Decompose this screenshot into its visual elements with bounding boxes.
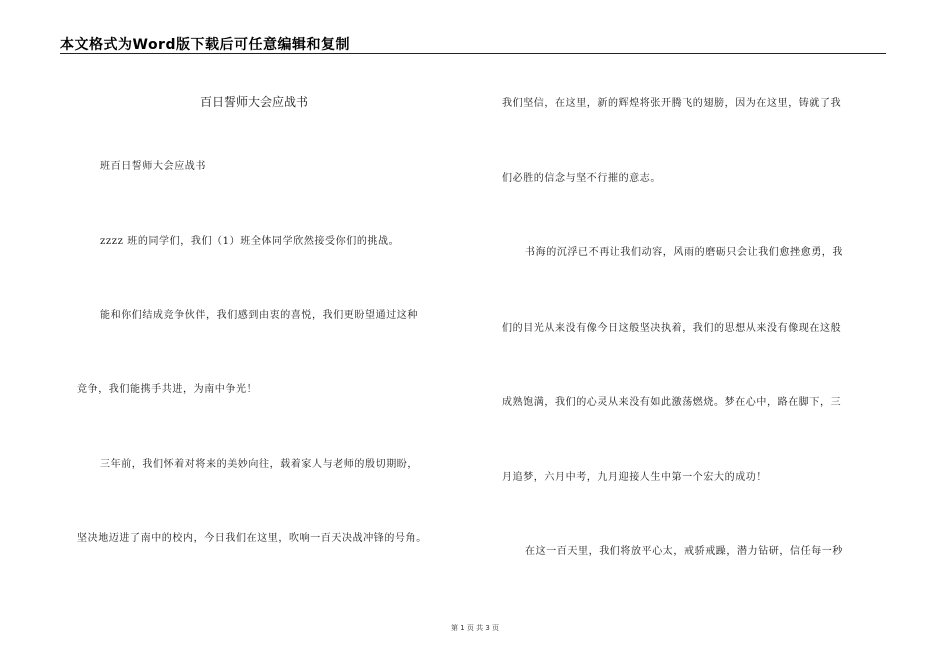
document-title: 百日誓师大会应战书 <box>200 95 309 109</box>
text-line: 们必胜的信念与坚不行摧的意志。 <box>502 173 661 184</box>
text-line: 们的目光从来没有像今日这般坚决执着，我们的思想从来没有像现在这般 <box>502 323 842 334</box>
text-line: 能和你们结成竞争伙伴，我们感到由衷的喜悦，我们更盼望通过这种 <box>100 310 418 321</box>
text-line: 我们坚信，在这里，新的辉煌将张开腾飞的翅膀，因为在这里，铸就了我 <box>502 98 842 109</box>
text-line: 月追梦，六月中考，九月迎接人生中第一个宏大的成功！ <box>502 472 767 483</box>
document-header-banner: 本文格式为Word版下载后可任意编辑和复制 <box>60 37 350 53</box>
text-line: 书海的沉浮已不再让我们动容，风雨的磨砺只会让我们愈挫愈勇，我 <box>525 247 843 258</box>
text-line: 竞争，我们能携手共进，为南中争光！ <box>77 384 258 395</box>
text-line: 坚决地迈进了南中的校内，今日我们在这里，吹响一百天决战冲锋的号角。 <box>77 533 427 544</box>
text-line: 成熟饱满，我们的心灵从来没有如此激荡燃烧。梦在心中，路在脚下，三 <box>502 397 842 408</box>
text-line: zzzz 班的同学们，我们（1）班全体同学欣然接受你们的挑战。 <box>100 236 400 247</box>
page-number-footer: 第 1 页 共 3 页 <box>450 624 500 632</box>
left-text-column <box>60 0 480 672</box>
right-text-column <box>500 0 888 672</box>
text-line: 三年前，我们怀着对将来的美妙向往，载着家人与老师的殷切期盼， <box>100 459 418 470</box>
text-line: 在这一百天里，我们将放平心太，戒骄戒躁，潜力钻研，信任每一秒 <box>525 546 843 557</box>
text-line: 班百日誓师大会应战书 <box>100 161 206 172</box>
